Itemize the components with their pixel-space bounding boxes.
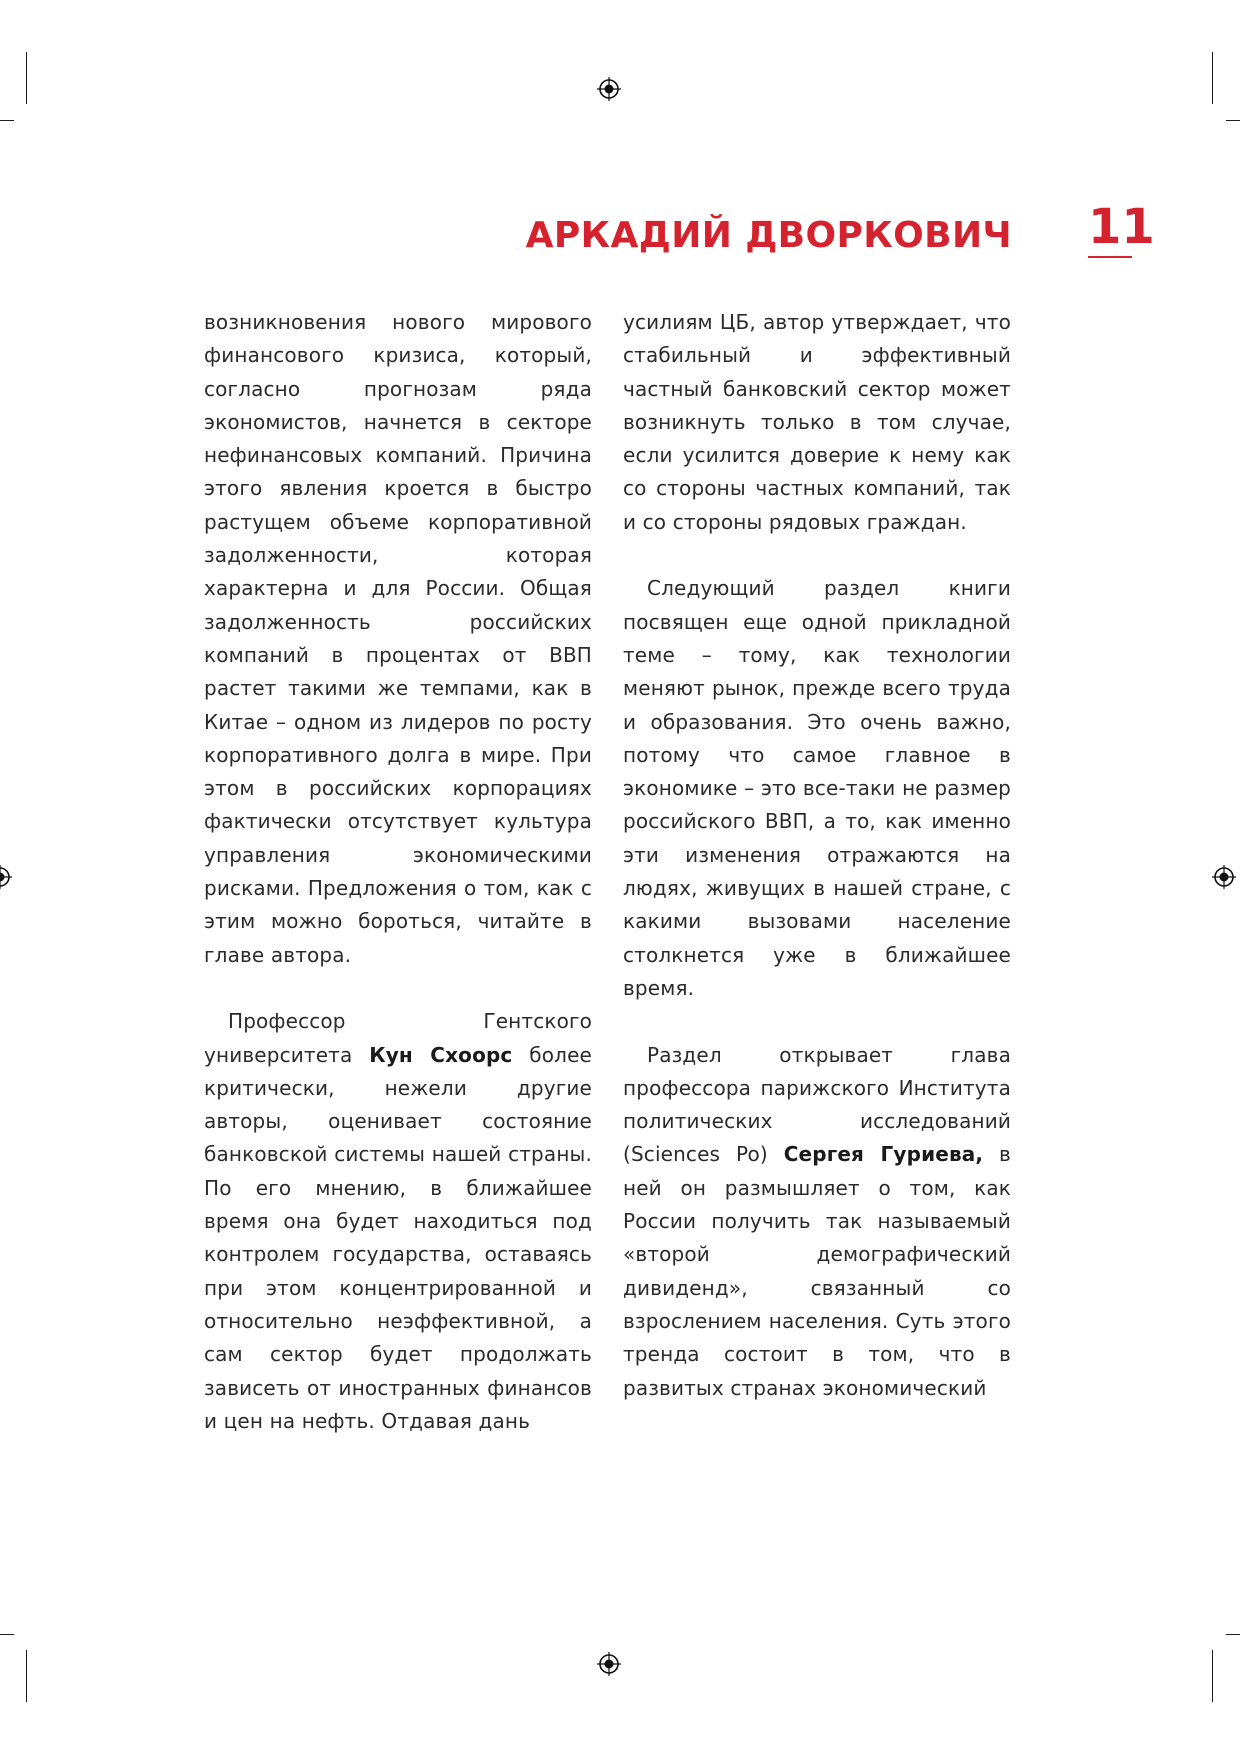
paragraph-text: Следующий раздел книги посвящен еще одной прикладной теме – тому, как технологии меняют рынок, прежде всего труда и образования. Это очень важно, потому что самое главное в экономике – это все-таки не размер российского ВВП, а то, как именно эти изменения отражаются на людях, живущих в нашей стране, с какими вызовами население столкнется уже в ближайшее время.	[623, 576, 1011, 1000]
registration-target-icon	[597, 77, 621, 101]
crop-mark	[1226, 1634, 1240, 1635]
crop-mark	[26, 52, 27, 104]
paragraph	[623, 572, 1011, 1005]
text-column-left	[204, 306, 592, 1438]
crop-mark	[0, 1634, 14, 1635]
crop-mark	[1212, 52, 1213, 104]
paragraph-text: усилиям ЦБ, автор утверждает, что стабильный и эффективный частный банковский сектор может возникнуть только в том случае, если усилится доверие к нему как со стороны частных компаний, так и со стороны рядовых граждан.	[623, 310, 1011, 534]
crop-mark	[1226, 120, 1240, 121]
page-number: 11	[1088, 199, 1155, 255]
page-number-underline	[1088, 256, 1132, 258]
crop-mark	[1212, 1650, 1213, 1702]
bold-name: Кун Схоорс	[369, 1042, 513, 1067]
paragraph	[623, 1039, 1011, 1405]
paragraph	[204, 306, 592, 972]
text-column-right	[623, 306, 1011, 1405]
running-header-author: АРКАДИЙ ДВОРКОВИЧ	[525, 215, 1012, 256]
bold-name: Сергея Гуриева,	[783, 1142, 984, 1167]
crop-mark	[26, 1650, 27, 1702]
paragraph-text: в ней он размышляет о том, как России получить так называемый «второй демографический дивиденд», связанный со взрослением населения. Суть этого тренда состоит в том, что в развитых странах экономический	[623, 1142, 1011, 1400]
registration-target-icon	[597, 1652, 621, 1676]
paragraph-text: возникновения нового мирового финансового кризиса, который, согласно прогнозам ряда экономистов, начнется в секторе нефинансовых компаний. Причина этого явления кроется в быстро растущем объеме корпоративной задолженности, которая характерна и для России. Общая задолженность российских компаний в процентах от ВВП растет такими же темпами, как в Китае – одном из лидеров по росту корпоративного долга в мире. При этом в российских корпорациях фактически отсутствует культура управления экономическими рисками. Предложения о том, как с этим можно бороться, читайте в главе автора.	[204, 310, 592, 967]
registration-target-icon	[1212, 865, 1236, 889]
paragraph-text: Раздел открывает глава профессора парижского Института политических исследований (Sciences Po)	[623, 1042, 1011, 1167]
registration-target-icon	[0, 865, 12, 889]
paragraph-text: более критически, нежели другие авторы, оценивает состояние банковской системы нашей страны. По его мнению, в ближайшее время она будет находиться под контролем государства, оставаясь при этом концентрированной и относительно неэффективной, а сам сектор будет продолжать зависеть от иностранных финансов и цен на нефть. Отдавая дань	[204, 1042, 592, 1433]
paragraph	[623, 306, 1011, 539]
paragraph-text: Профессор Гентского университета	[204, 1009, 592, 1067]
paragraph	[204, 1005, 592, 1438]
crop-mark	[0, 120, 14, 121]
